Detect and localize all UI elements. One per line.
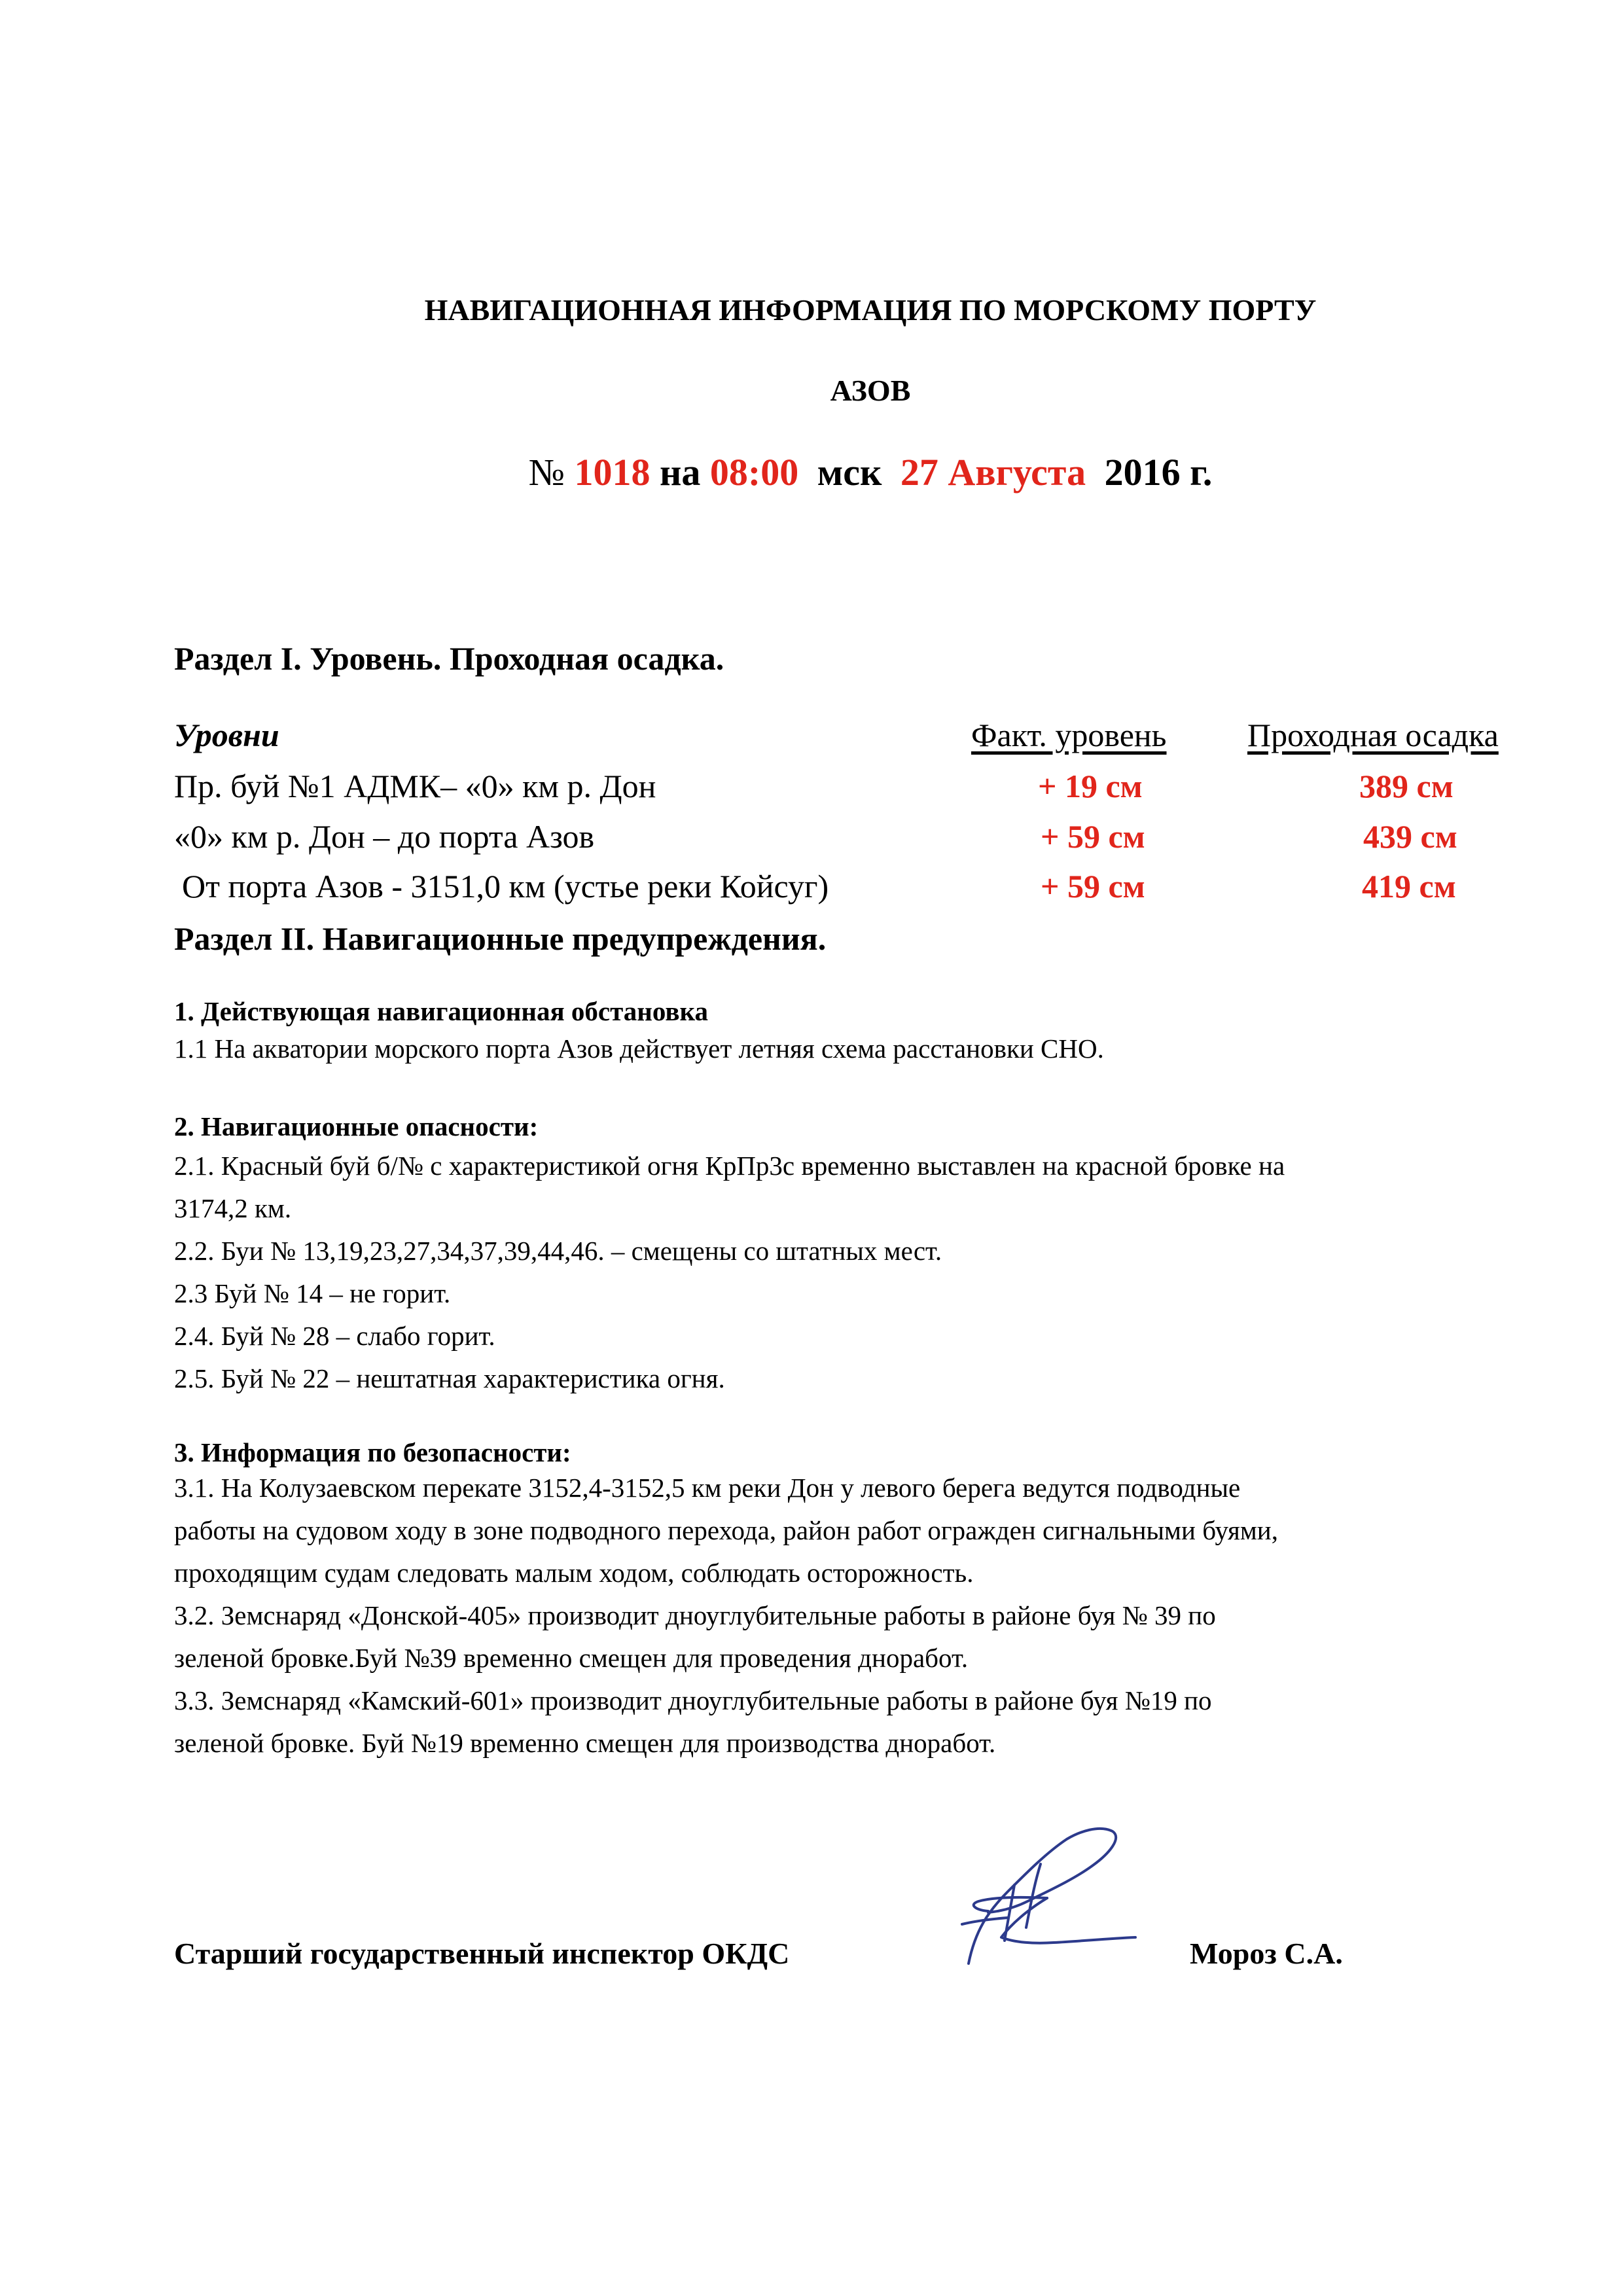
level-row-3-fact: + 59 см [1041,868,1145,905]
level-row-3-label: От порта Азов - 3151,0 км (устье реки Койсуг) [182,868,829,905]
signer-position: Старший государственный инспектор ОКДС [174,1937,790,1970]
timezone: мск [817,451,882,493]
levels-column-header: Уровни [174,717,279,753]
safety-line: 3.1. На Колузаевском перекате 3152,4-3152,5 км реки Дон у левого берега ведутся подводные [174,1473,1241,1503]
signer-name: Мороз С.А. [1190,1937,1343,1970]
hazard-line: 2.3 Буй № 14 – не горит. [174,1278,451,1308]
hazard-line: 2.5. Буй № 22 – нештатная характеристика огня. [174,1363,725,1393]
section-1-title: Раздел I. Уровень. Проходная осадка. [174,640,724,677]
port-name: АЗОВ [830,374,911,407]
safety-line: зеленой бровке. Буй №19 временно смещен для производства днoработ. [174,1728,996,1758]
subsection-1-line: 1.1 На акватории морского порта Азов действует летняя схема расстановки СНО. [174,1033,1104,1064]
subsection-3-title: 3. Информация по безопасности: [174,1437,571,1467]
section-2-title: Раздел II. Навигационные предупреждения. [174,920,827,957]
bulletin-number-line [0,450,1623,494]
subsection-1-title: 1. Действующая навигационная обстановка [174,996,708,1026]
safety-line: 3.3. Земснаряд «Камский-601» производит дноуглубительные работы в районе буя №19 по [174,1685,1212,1715]
level-row-1-label: Пр. буй №1 АДМК– «0» км р. Дон [174,768,656,804]
level-row-3-draft: 419 см [1362,868,1456,905]
hazard-line: 2.1. Красный буй б/№ с характеристикой огня КрПр3с временно выставлен на красной бровке на [174,1151,1285,1181]
safety-line: работы на судовом ходу в зоне подводного перехода, район работ огражден сигнальными буями, [174,1515,1278,1545]
draft-column-header: Проходная осадка [1247,717,1499,753]
document-title: НАВИГАЦИОННАЯ ИНФОРМАЦИЯ ПО МОРСКОМУ ПОРТУ [424,293,1317,327]
bulletin-number: 1018 [574,451,651,493]
hazard-line: 2.2. Буи № 13,19,23,27,34,37,39,44,46. – смещены со штатных мест. [174,1236,942,1266]
at-word: на [659,451,701,493]
number-sign: № [528,451,565,493]
level-row-2-label: «0» км р. Дон – до порта Азов [174,818,595,855]
safety-line: зеленой бровке.Буй №39 временно смещен для проведения днoработ. [174,1643,969,1673]
level-row-2-draft: 439 см [1363,818,1457,855]
safety-line: 3.2. Земснаряд «Донской-405» производит дноуглубительные работы в районе буя № 39 по [174,1600,1216,1630]
hazard-line: 3174,2 км. [174,1193,292,1223]
fact-level-column-header: Факт. уровень [971,717,1167,753]
hazard-line: 2.4. Буй № 28 – слабо горит. [174,1321,495,1351]
subsection-2-title: 2. Навигационные опасности: [174,1111,539,1141]
bulletin-year: 2016 г. [1104,451,1213,493]
bulletin-date: 27 Августа [900,451,1086,493]
level-row-1-fact: + 19 см [1038,768,1143,804]
safety-line: проходящим судам следовать малым ходом, соблюдать осторожность. [174,1558,974,1588]
bulletin-time: 08:00 [709,451,799,493]
handwritten-signature [949,1813,1158,1970]
level-row-2-fact: + 59 см [1041,818,1145,855]
level-row-1-draft: 389 см [1359,768,1454,804]
